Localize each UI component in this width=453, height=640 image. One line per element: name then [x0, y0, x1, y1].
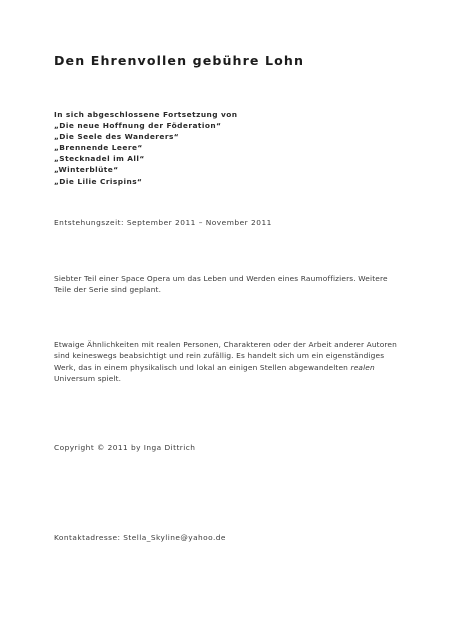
series-title-item: „Winterblüte“ — [54, 165, 119, 175]
series-block — [54, 109, 238, 187]
series-title-item: „Die neue Hoffnung der Föderation“ — [54, 121, 222, 131]
disclaimer-text: Etwaige Ähnlichkeiten mit realen Personen, Charakteren oder der Arbeit anderer Autoren sind keineswegs beabsichtigt und rein zufällig. Es handelt sich um ein eigenständiges Werk, das in einem physikalisch und lokal an einigen Stellen abgewandelten — [54, 340, 397, 372]
series-title-item: „Brennende Leere“ — [54, 143, 143, 153]
series-title-item: „Die Lilie Crispins“ — [54, 176, 143, 186]
disclaimer-paragraph — [54, 339, 404, 384]
disclaimer-text-end: Universum spielt. — [54, 373, 122, 383]
series-title-item: „Stecknadel im All“ — [54, 154, 145, 164]
series-heading: In sich abgeschlossene Fortsetzung von — [54, 110, 238, 119]
document-title: Den Ehrenvollen gebühre Lohn — [54, 53, 305, 68]
disclaimer-emphasis: realen — [350, 362, 375, 372]
creation-time: Entstehungszeit: September 2011 – November 2011 — [54, 218, 272, 227]
contact-address: Kontaktadresse: Stella_Skyline@yahoo.de — [54, 533, 226, 542]
series-note: Siebter Teil einer Space Opera um das Leben und Werden eines Raumoffiziers. Weitere Teile der Serie sind geplant. — [54, 274, 388, 295]
series-title-item: „Die Seele des Wanderers“ — [54, 132, 180, 142]
copyright-notice: Copyright © 2011 by Inga Dittrich — [54, 443, 196, 452]
